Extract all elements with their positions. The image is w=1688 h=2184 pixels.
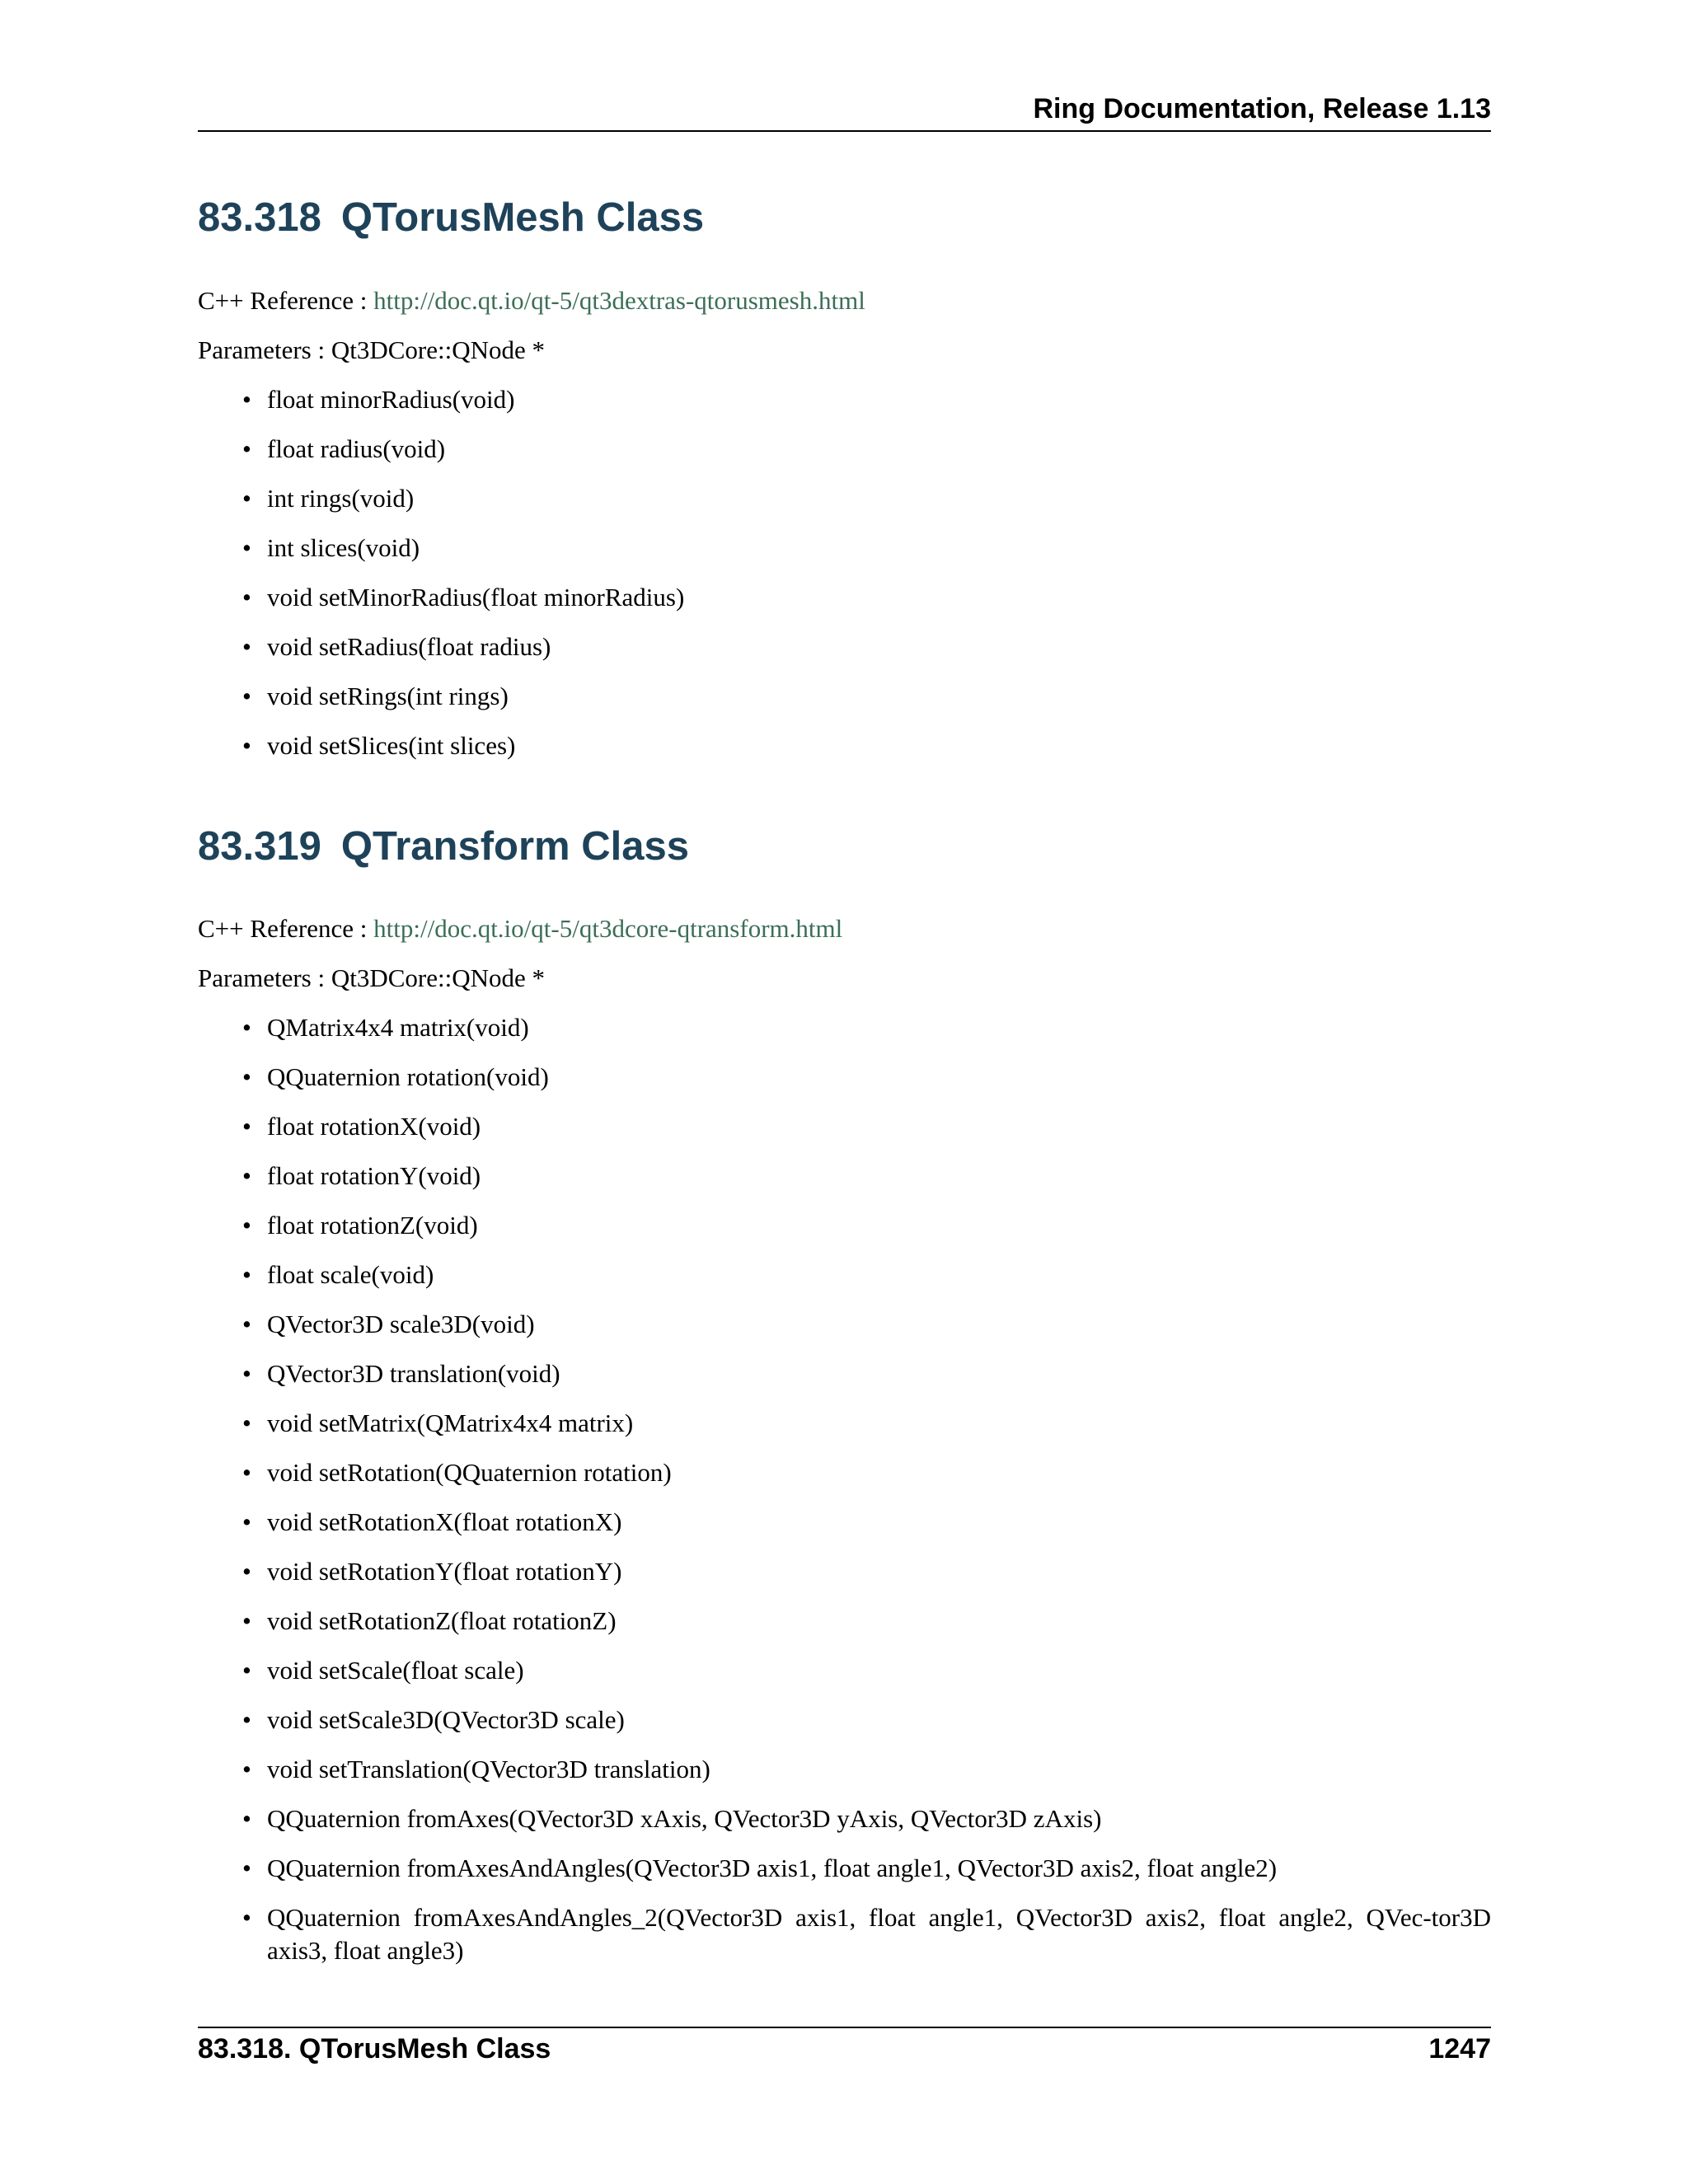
cpp-reference-link[interactable]: http://doc.qt.io/qt-5/qt3dcore-qtransform.html	[373, 914, 843, 943]
list-item: • float scale(void)	[198, 1258, 1491, 1291]
list-item: • QVector3D scale3D(void)	[198, 1308, 1491, 1341]
list-item: • void setSlices(int slices)	[198, 729, 1491, 762]
cpp-reference-line	[198, 912, 842, 945]
method-list-qtorusmesh	[198, 383, 1491, 779]
list-item: • int rings(void)	[198, 482, 1491, 515]
parameters-value: Qt3DCore::QNode *	[331, 335, 545, 364]
list-item: • void setMatrix(QMatrix4x4 matrix)	[198, 1407, 1491, 1440]
list-item: • QQuaternion fromAxesAndAngles(QVector3D axis1, float angle1, QVector3D axis2, float angle2)	[198, 1852, 1491, 1885]
list-item: • void setScale3D(QVector3D scale)	[198, 1704, 1491, 1736]
document-page	[198, 0, 1491, 2184]
section-title-qtorusmesh	[198, 193, 704, 242]
section-heading: QTransform Class	[340, 824, 689, 869]
list-item: • float rotationX(void)	[198, 1110, 1491, 1143]
list-item: • QMatrix4x4 matrix(void)	[198, 1011, 1491, 1044]
list-item: • void setRotationX(float rotationX)	[198, 1506, 1491, 1539]
parameters-value: Qt3DCore::QNode *	[331, 963, 545, 992]
list-item: • void setRotationZ(float rotationZ)	[198, 1605, 1491, 1638]
parameters-line	[198, 962, 545, 995]
header-rule	[198, 130, 1491, 132]
list-item: • int slices(void)	[198, 532, 1491, 565]
list-item: • QVector3D translation(void)	[198, 1357, 1491, 1390]
page-number: 1247	[1428, 2033, 1491, 2064]
list-item: • QQuaternion fromAxes(QVector3D xAxis, QVector3D yAxis, QVector3D zAxis)	[198, 1802, 1491, 1835]
section-heading: QTorusMesh Class	[340, 195, 705, 240]
section-number: 83.319	[198, 824, 321, 869]
list-item: • float rotationZ(void)	[198, 1209, 1491, 1242]
section-title-qtransform	[198, 822, 689, 871]
cpp-reference-line	[198, 284, 865, 317]
list-item: • void setScale(float scale)	[198, 1654, 1491, 1687]
section-number: 83.318	[198, 195, 321, 240]
parameters-line	[198, 334, 545, 367]
cpp-reference-label: C++ Reference :	[198, 286, 368, 315]
parameters-label: Parameters :	[198, 963, 326, 992]
parameters-label: Parameters :	[198, 335, 326, 364]
method-list-qtransform	[198, 1011, 1491, 1984]
cpp-reference-link[interactable]: http://doc.qt.io/qt-5/qt3dextras-qtorusmesh.html	[373, 286, 865, 315]
footer-rule	[198, 2027, 1491, 2028]
footer-section-label: 83.318. QTorusMesh Class	[198, 2033, 551, 2064]
list-item: • QQuaternion rotation(void)	[198, 1061, 1491, 1094]
list-item: • void setTranslation(QVector3D translation)	[198, 1753, 1491, 1786]
list-item: • void setRotation(QQuaternion rotation)	[198, 1456, 1491, 1489]
list-item: • QQuaternion fromAxesAndAngles_2(QVector3D axis1, float angle1, QVector3D axis2, float angle2, QVec-tor3D axis3, float angle3)	[198, 1901, 1491, 1967]
list-item: • float rotationY(void)	[198, 1160, 1491, 1193]
cpp-reference-label: C++ Reference :	[198, 914, 368, 943]
list-item: • void setMinorRadius(float minorRadius)	[198, 581, 1491, 614]
running-header: Ring Documentation, Release 1.13	[1033, 93, 1491, 124]
list-item: • void setRadius(float radius)	[198, 630, 1491, 663]
list-item: • float radius(void)	[198, 433, 1491, 466]
list-item: • float minorRadius(void)	[198, 383, 1491, 416]
list-item: • void setRotationY(float rotationY)	[198, 1555, 1491, 1588]
list-item: • void setRings(int rings)	[198, 680, 1491, 713]
